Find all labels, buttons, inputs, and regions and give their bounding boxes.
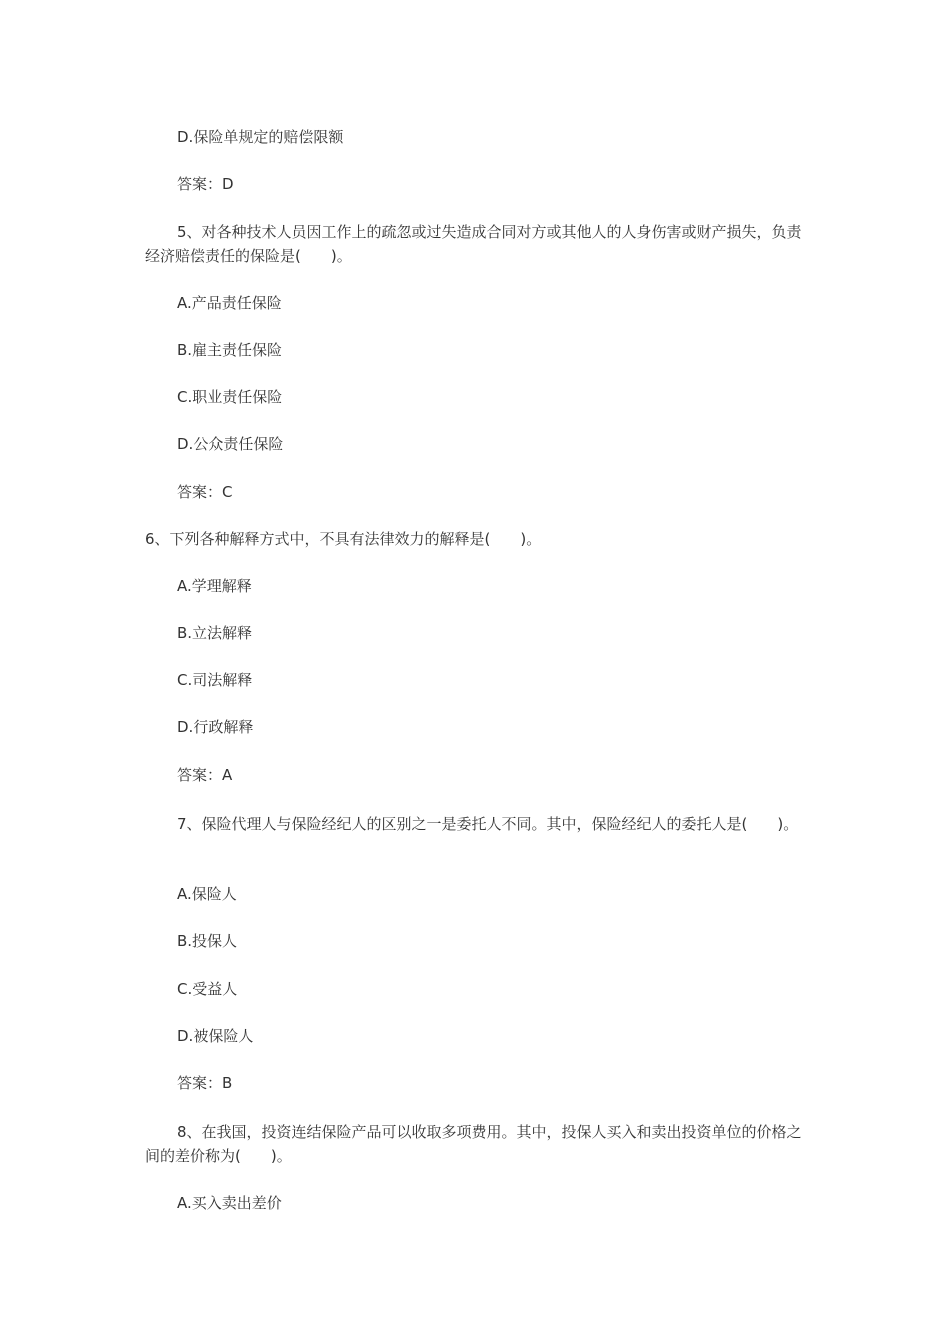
- q6-question: 6、下列各种解释方式中，不具有法律效力的解释是( )。: [145, 530, 542, 548]
- q4-option-d: D.保险单规定的赔偿限额: [177, 128, 344, 146]
- q6-option-b: B.立法解释: [177, 624, 253, 642]
- q7-answer: 答案：B: [177, 1074, 233, 1092]
- q7-option-b: B.投保人: [177, 932, 238, 950]
- q8-question: 8、在我国，投资连结保险产品可以收取多项费用。其中，投保人买入和卖出投资单位的价格之间的差价称为( )。: [145, 1123, 802, 1165]
- q6-option-a: A.学理解释: [177, 577, 252, 595]
- q5-question: 5、对各种技术人员因工作上的疏忽或过失造成合同对方或其他人的人身伤害或财产损失，负责经济赔偿责任的保险是( )。: [145, 223, 802, 265]
- q7-option-a: A.保险人: [177, 885, 237, 903]
- q5-option-b: B.雇主责任保险: [177, 341, 283, 359]
- q7-option-c: C.受益人: [177, 980, 238, 998]
- q6-option-c: C.司法解释: [177, 671, 253, 689]
- q7-question: 7、保险代理人与保险经纪人的区别之一是委托人不同。其中，保险经纪人的委托人是( )。: [177, 815, 799, 833]
- q5-option-d: D.公众责任保险: [177, 435, 284, 453]
- q8-option-a: A.买入卖出差价: [177, 1194, 282, 1212]
- q7-option-d: D.被保险人: [177, 1027, 254, 1045]
- q5-option-a: A.产品责任保险: [177, 294, 282, 312]
- q6-answer: 答案：A: [177, 766, 233, 784]
- q5-option-c: C.职业责任保险: [177, 388, 283, 406]
- q4-answer: 答案：D: [177, 175, 234, 193]
- q6-option-d: D.行政解释: [177, 718, 254, 736]
- q5-answer: 答案：C: [177, 483, 233, 501]
